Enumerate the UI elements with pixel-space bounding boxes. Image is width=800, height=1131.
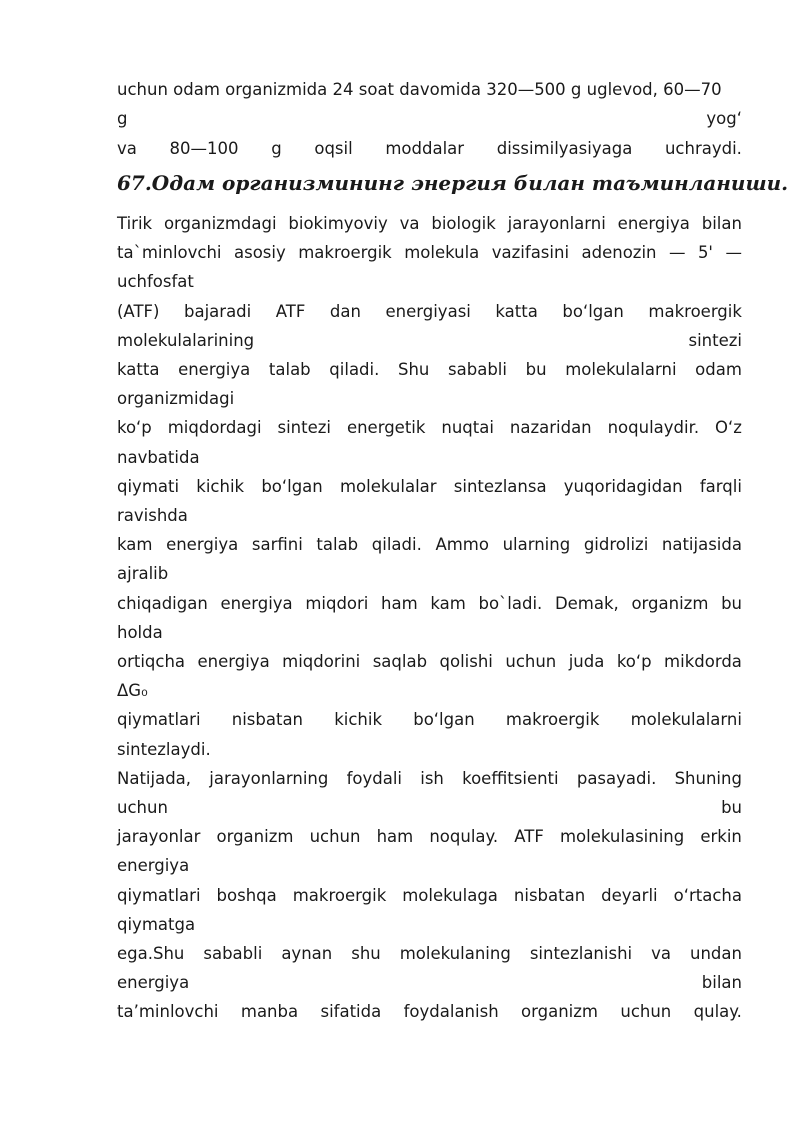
text-line xyxy=(117,676,742,705)
text-line xyxy=(117,559,742,588)
word: uchun xyxy=(505,652,557,671)
word: qiymatga xyxy=(117,915,196,934)
text-line xyxy=(117,618,742,647)
word: (ATF) xyxy=(117,302,160,321)
text-line xyxy=(117,104,742,133)
text-line xyxy=(117,881,742,910)
word: bu xyxy=(721,798,742,817)
word: odam xyxy=(695,360,742,379)
word: Tirik xyxy=(117,214,153,233)
text-line xyxy=(117,355,742,384)
word: nisbatan xyxy=(513,886,586,905)
word: va xyxy=(651,944,671,963)
word: uchun xyxy=(620,1002,672,1021)
word: ko‘p xyxy=(117,418,152,437)
word: energiya xyxy=(197,652,270,671)
text-line xyxy=(117,939,742,968)
word: energiya xyxy=(117,856,190,875)
word: sintezi xyxy=(277,418,332,437)
word: — xyxy=(668,243,686,262)
word: ham xyxy=(381,594,418,613)
word: bajaradi xyxy=(184,302,252,321)
word: erkin xyxy=(700,827,742,846)
word: ortiqcha xyxy=(117,652,186,671)
word: qiladi. xyxy=(329,360,380,379)
word: chiqadigan xyxy=(117,594,208,613)
text-line xyxy=(117,384,742,413)
word: juda xyxy=(568,652,605,671)
word: makroergik xyxy=(505,710,600,729)
word: — xyxy=(725,243,742,262)
word: bo‘lgan xyxy=(562,302,624,321)
word: qiymati xyxy=(117,477,180,496)
text-line xyxy=(117,297,742,326)
word: makroergik xyxy=(648,302,742,321)
text-line xyxy=(117,501,742,530)
word: farqli xyxy=(699,477,742,496)
word: uchun odam organizmida 24 soat davomida 320—500 g uglevod, 60—70 xyxy=(117,80,722,99)
word: ΔG₀ xyxy=(117,681,148,700)
text-line xyxy=(117,530,742,559)
word: aynan xyxy=(281,944,333,963)
word: moddalar xyxy=(385,139,465,158)
word: bilan xyxy=(701,214,742,233)
word: dan xyxy=(329,302,361,321)
text-line xyxy=(117,238,742,267)
word: foydalanish xyxy=(403,1002,499,1021)
word: gidrolizi xyxy=(583,535,649,554)
word: manba xyxy=(240,1002,299,1021)
word: saqlab xyxy=(372,652,428,671)
word: sababli xyxy=(448,360,507,379)
word: molekulalarining xyxy=(117,331,255,350)
word: noqulay. xyxy=(429,827,499,846)
word: jarayonlar xyxy=(117,827,201,846)
word: molekulalarni xyxy=(565,360,677,379)
text-line xyxy=(117,326,742,355)
word: uchraydi. xyxy=(664,139,742,158)
word: molekula xyxy=(404,243,480,262)
word: qolishi xyxy=(439,652,493,671)
word: sintezlanishi xyxy=(529,944,633,963)
word: organizmdagi xyxy=(163,214,277,233)
word: kichik xyxy=(196,477,245,496)
word: 80—100 xyxy=(169,139,239,158)
word: biokimyoviy xyxy=(288,214,388,233)
word: bu xyxy=(525,360,547,379)
word: nisbatan xyxy=(231,710,304,729)
word: o‘rtacha xyxy=(673,886,742,905)
word: qiymatlari xyxy=(117,710,201,729)
word: molekulalar xyxy=(339,477,437,496)
word: energiya xyxy=(178,360,251,379)
word: qiladi. xyxy=(371,535,422,554)
text-line xyxy=(117,968,742,997)
word: ajralib xyxy=(117,564,169,583)
word: miqdorini xyxy=(282,652,361,671)
word: ko‘p xyxy=(616,652,652,671)
text-line xyxy=(117,413,742,442)
text-line xyxy=(117,705,742,734)
word: adenozin xyxy=(581,243,657,262)
word: miqdordagi xyxy=(167,418,262,437)
word: g xyxy=(117,109,128,128)
word: ish xyxy=(420,769,444,788)
word: sintezlaydi. xyxy=(117,740,211,759)
word: vazifasini xyxy=(491,243,570,262)
text-line xyxy=(117,75,742,104)
word: molekulaga xyxy=(402,886,498,905)
word: sarfini xyxy=(251,535,303,554)
word: koeffitsienti xyxy=(462,769,559,788)
word: talab xyxy=(268,360,311,379)
word: qulay. xyxy=(693,1002,742,1021)
text-line xyxy=(117,267,742,296)
word: bu xyxy=(721,594,742,613)
word: sintezlansa xyxy=(453,477,547,496)
word: Shu xyxy=(398,360,430,379)
word: Natijada, xyxy=(117,769,192,788)
word: shu xyxy=(351,944,381,963)
word: katta xyxy=(495,302,538,321)
word: energiya xyxy=(117,973,190,992)
word: foydali xyxy=(346,769,403,788)
text-line xyxy=(117,647,742,676)
word: bo`ladi. xyxy=(478,594,543,613)
word: jarayonlarni xyxy=(507,214,606,233)
word: makroergik xyxy=(292,886,387,905)
word: ega.Shu xyxy=(117,944,185,963)
word: qiymatlari xyxy=(117,886,201,905)
word: Demak, xyxy=(554,594,619,613)
word: natijasida xyxy=(661,535,742,554)
text-line xyxy=(117,209,742,238)
text-line xyxy=(117,910,742,939)
text-line xyxy=(117,764,742,793)
text-line xyxy=(117,589,742,618)
word: kichik xyxy=(334,710,383,729)
word: ATF xyxy=(275,302,306,321)
section-heading: 67.Одам организмининг энергия билан таъминланиши. xyxy=(117,171,789,195)
text-line xyxy=(117,472,742,501)
word: organizm xyxy=(216,827,294,846)
word: jarayonlarning xyxy=(209,769,329,788)
word: energiya xyxy=(220,594,293,613)
text-line xyxy=(117,997,742,1026)
word: sababli xyxy=(203,944,263,963)
word: asosiy xyxy=(233,243,286,262)
text-line xyxy=(117,134,742,163)
word: va xyxy=(399,214,420,233)
word: energiyasi xyxy=(385,302,471,321)
word: energetik xyxy=(346,418,426,437)
word: biologik xyxy=(431,214,496,233)
word: ta’minlovchi xyxy=(117,1002,219,1021)
word: nazaridan xyxy=(509,418,592,437)
word: bo‘lgan xyxy=(261,477,323,496)
word: sintezi xyxy=(688,331,742,350)
word: O‘z xyxy=(715,418,742,437)
word: ham xyxy=(376,827,414,846)
text-line xyxy=(117,735,742,764)
word: deyarli xyxy=(601,886,658,905)
word: undan xyxy=(690,944,742,963)
word: sifatida xyxy=(320,1002,382,1021)
word: mikdorda xyxy=(664,652,742,671)
word: g xyxy=(271,139,282,158)
word: 5' xyxy=(697,243,713,262)
word: molekulaning xyxy=(399,944,511,963)
word: ta`minlovchi xyxy=(117,243,222,262)
word: energiya xyxy=(166,535,239,554)
word: organizm xyxy=(631,594,709,613)
text-line xyxy=(117,443,742,472)
word: Shuning xyxy=(674,769,742,788)
word: ularning xyxy=(502,535,571,554)
word: Ammo xyxy=(435,535,489,554)
text-line xyxy=(117,851,742,880)
text-line xyxy=(117,793,742,822)
word: navbatida xyxy=(117,448,200,467)
word: kam xyxy=(430,594,466,613)
word: katta xyxy=(117,360,160,379)
word: dissimilyasiyaga xyxy=(496,139,633,158)
word: ATF xyxy=(514,827,544,846)
word: kam xyxy=(117,535,153,554)
word: uchun xyxy=(309,827,361,846)
word: pasayadi. xyxy=(576,769,657,788)
word: va xyxy=(117,139,137,158)
word: makroergik xyxy=(298,243,392,262)
word: yuqoridagidan xyxy=(563,477,683,496)
word: uchun xyxy=(117,798,168,817)
word: energiya xyxy=(617,214,690,233)
word: molekulasining xyxy=(559,827,685,846)
text-line xyxy=(117,822,742,851)
word: nuqtai xyxy=(441,418,494,437)
word: uchfosfat xyxy=(117,272,194,291)
word: ravishda xyxy=(117,506,188,525)
word: miqdori xyxy=(305,594,369,613)
word: noqulaydir. xyxy=(607,418,700,437)
word: bo‘lgan xyxy=(413,710,475,729)
word: organizm xyxy=(521,1002,598,1021)
word: talab xyxy=(316,535,359,554)
word: organizmidagi xyxy=(117,389,235,408)
word: bilan xyxy=(701,973,742,992)
word: molekulalarni xyxy=(630,710,742,729)
word: boshqa xyxy=(216,886,277,905)
word: holda xyxy=(117,623,163,642)
word: oqsil xyxy=(314,139,353,158)
word: yog‘ xyxy=(706,109,742,128)
